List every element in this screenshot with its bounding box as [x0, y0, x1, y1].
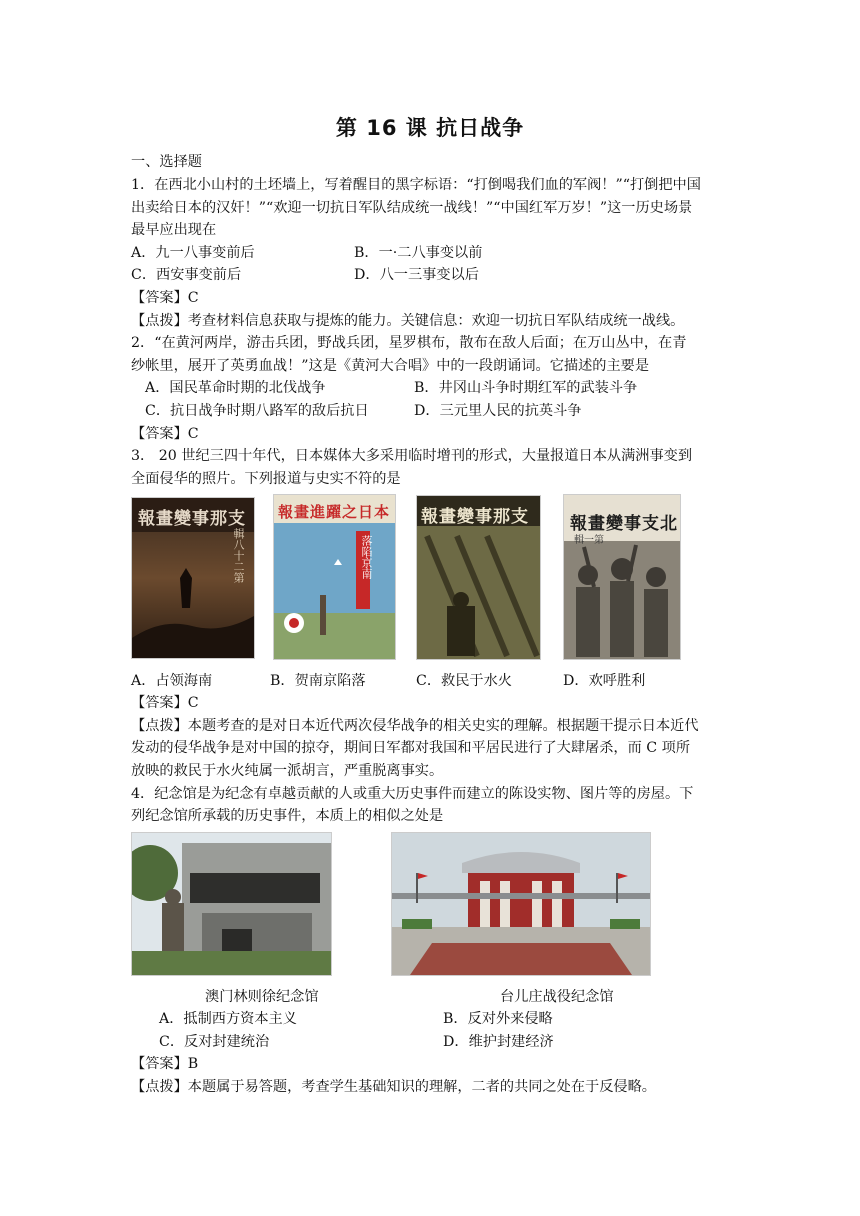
question-4-hint: 【点拨】本题属于易答题，考查学生基础知识的理解，二者的共同之处在于反侵略。 — [131, 1079, 656, 1095]
question-1-option-d: D．八一三事变以后 — [354, 267, 479, 283]
question-2-option-d: D．三元里人民的抗英斗争 — [414, 403, 582, 419]
question-3-hint-line-3: 放映的救民于水火纯属一派胡言，严重脱离事实。 — [131, 763, 444, 779]
section-heading: 一、选择题 — [131, 154, 202, 170]
cover-2-title: 報畫進躍之日本 — [278, 503, 391, 521]
cover-3-title: 報畫變事那支 — [421, 507, 529, 527]
question-3-option-b: B．贺南京陷落 — [270, 673, 366, 689]
question-2-option-b: B．井冈山斗争时期红军的武装斗争 — [414, 380, 638, 396]
question-3-stem-line-1: 3． 20 世纪三四十年代，日本媒体大多采用临时增刊的形式，大量报道日本从满洲事变到 — [131, 448, 693, 464]
question-4-stem-line-1: 4．纪念馆是为纪念有卓越贡献的人或重大历史事件而建立的陈设实物、图片等的房屋。下 — [131, 786, 694, 802]
question-1-option-b: B．一·二八事变以前 — [354, 245, 483, 261]
memorial-1-caption: 澳门林则徐纪念馆 — [205, 989, 319, 1005]
question-3-answer: 【答案】C — [131, 695, 199, 711]
question-1-stem-line-3: 最早应出现在 — [131, 222, 217, 238]
cover-4-subtitle: 輯一第 — [574, 535, 604, 546]
question-2-option-a: A．国民革命时期的北伐战争 — [145, 380, 326, 396]
memorial-building-photo-icon — [391, 832, 651, 976]
question-2-stem-line-1: 2．“在黄河两岸，游击兵团，野战兵团，星罗棋布，散布在敌人后面；在万山丛中，在青 — [131, 335, 687, 351]
question-1-hint: 【点拨】考查材料信息获取与提炼的能力。关键信息：欢迎一切抗日军队结成统一战线。 — [131, 313, 685, 329]
question-3-hint-line-2: 发动的侵华战争是对中国的掠夺，期间日军都对我国和平居民进行了大肆屠杀，而 C 项所 — [131, 740, 691, 756]
memorial-2-caption: 台儿庄战役纪念馆 — [500, 989, 614, 1005]
question-3-option-d: D．欢呼胜利 — [563, 673, 646, 689]
cover-2-subtitle: 落陷京南 — [360, 535, 373, 579]
magazine-cover-icon — [563, 494, 681, 660]
question-2-stem-line-2: 纱帐里，展开了英勇血战！”这是《黄河大合唱》中的一段朗诵词。它描述的主要是 — [131, 358, 650, 374]
question-1-stem-line-1: 1．在西北小山村的土坯墙上，写着醒目的黑字标语：“打倒喝我们血的军阀！”“打倒把中国 — [131, 177, 701, 193]
question-2-answer: 【答案】C — [131, 426, 199, 442]
question-4-stem-line-2: 列纪念馆所承载的历史事件，本质上的相似之处是 — [131, 808, 444, 824]
cover-4-title: 報畫變事支北 — [570, 514, 678, 534]
magazine-cover-icon — [273, 494, 396, 660]
question-3-stem-line-2: 全面侵华的照片。下列报道与史实不符的是 — [131, 471, 401, 487]
question-4-answer: 【答案】B — [131, 1056, 199, 1072]
question-4-option-d: D．维护封建经济 — [443, 1034, 554, 1050]
cover-1-subtitle: 輯八十二第 — [232, 528, 245, 583]
magazine-cover-icon — [131, 497, 255, 659]
question-1-option-a: A．九一八事变前后 — [131, 245, 255, 261]
question-2-option-c: C．抗日战争时期八路军的敌后抗日 — [145, 403, 369, 419]
question-3-hint-line-1: 【点拨】本题考查的是对日本近代两次侵华战争的相关史实的理解。根据题干提示日本近代 — [131, 718, 699, 734]
magazine-cover-icon — [416, 495, 541, 660]
question-1-option-c: C．西安事变前后 — [131, 267, 242, 283]
question-4-option-b: B．反对外来侵略 — [443, 1011, 553, 1027]
page-title: 第 16 课 抗日战争 — [335, 116, 525, 140]
question-3-option-a: A．占领海南 — [131, 673, 213, 689]
question-3-option-c: C．救民于水火 — [416, 673, 512, 689]
question-4-option-a: A．抵制西方资本主义 — [159, 1011, 297, 1027]
question-4-option-c: C．反对封建统治 — [159, 1034, 270, 1050]
memorial-building-photo-icon — [131, 832, 332, 976]
question-1-answer: 【答案】C — [131, 290, 199, 306]
cover-1-title: 報畫變事那支 — [138, 509, 246, 529]
question-1-stem-line-2: 出卖给日本的汉奸！”“欢迎一切抗日军队结成统一战线！”“中国红军万岁！”这一历史场景 — [131, 200, 693, 216]
